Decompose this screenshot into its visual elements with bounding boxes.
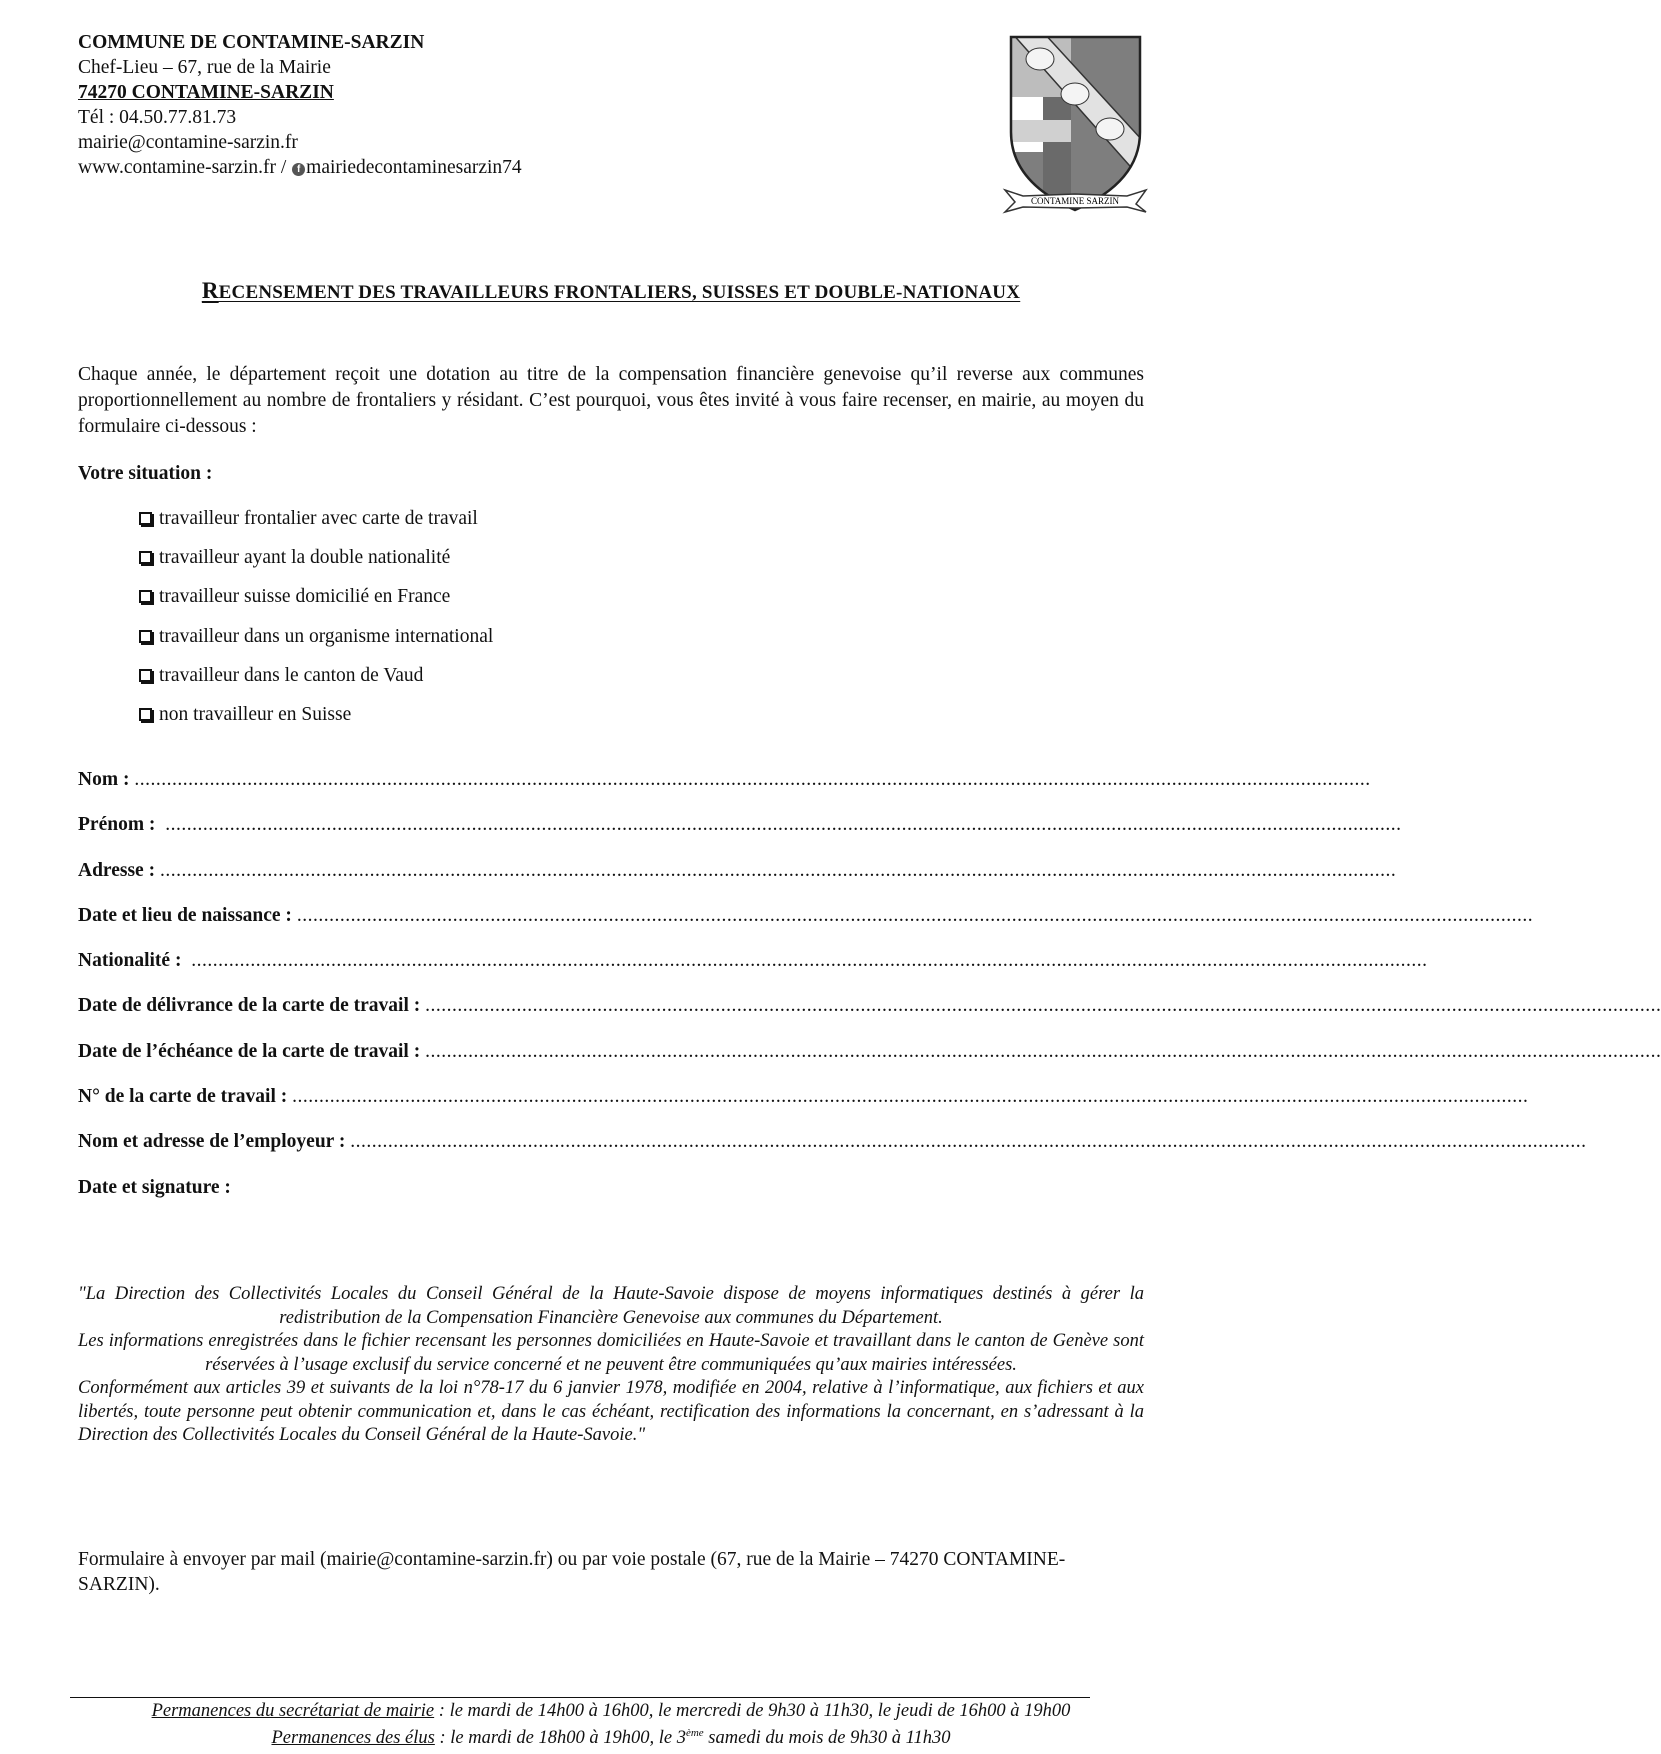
field-numero: N° de la carte de travail : ...................................................................................................................................................................................................................................... xyxy=(78,1086,1529,1108)
field-naissance: Date et lieu de naissance : ...................................................................................................................................................................................................................................... xyxy=(78,904,1534,926)
field-nationalite: Nationalité : ...................................................................................................................................................................................................................................... xyxy=(78,950,1428,972)
situation-options xyxy=(137,508,493,743)
footer-line-secretariat: Permanences du secrétariat de mairie : le mardi de 14h00 à 16h00, le mercredi de 9h30 à 11h30, le jeudi de 16h00 à 19h00 xyxy=(151,1701,1071,1721)
checkbox-icon[interactable] xyxy=(139,590,152,603)
situation-label: Votre situation : xyxy=(78,463,213,484)
legal-notice xyxy=(78,1283,1144,1448)
echeance-input[interactable]: ...................................................................................................................................................................................................................................... xyxy=(425,1040,1661,1062)
checkbox-icon[interactable] xyxy=(139,630,152,643)
commune-web xyxy=(78,155,522,180)
commune-postal: 74270 CONTAMINE-SARZIN xyxy=(78,82,334,103)
field-prenom: Prénom : ...................................................................................................................................................................................................................................... xyxy=(78,814,1402,836)
footer-line-elus: Permanences des élus : le mardi de 18h00 à 19h00, le 3ème samedi du mois de 9h30 à 11h30 xyxy=(271,1727,951,1749)
commune-name: COMMUNE DE CONTAMINE-SARZIN xyxy=(78,32,425,53)
employeur-input[interactable]: ...................................................................................................................................................................................................................................... xyxy=(350,1131,1587,1153)
coat-of-arms xyxy=(1003,32,1148,227)
situation-option[interactable]: non travailleur en Suisse xyxy=(137,704,493,743)
field-signature: Date et signature : xyxy=(78,1176,231,1198)
commune-phone: Tél : 04.50.77.81.73 xyxy=(78,107,237,128)
intro-paragraph: Chaque année, le département reçoit une dotation au titre de la compensation financière genevoise qu’il reverse aux communes proportionnellement au nombre de frontaliers y résidant. C’est pourquoi, vous êtes invité à vous faire recenser, en mairie, au moyen du formulaire ci-dessous : xyxy=(78,364,1144,437)
commune-email[interactable]: mairie@contamine-sarzin.fr xyxy=(78,132,298,153)
situation-option[interactable]: travailleur dans un organisme international xyxy=(137,626,493,665)
facebook-icon: f xyxy=(292,163,305,176)
send-instructions: Formulaire à envoyer par mail (mairie@contamine-sarzin.fr) ou par voie postale (67, rue de la Mairie – 74270 CONTAMINE-SARZIN). xyxy=(78,1549,1066,1595)
checkbox-icon[interactable] xyxy=(139,708,152,721)
field-adresse: Adresse : ...................................................................................................................................................................................................................................... xyxy=(78,859,1397,881)
footer-divider xyxy=(70,1697,1090,1698)
website-link[interactable]: www.contamine-sarzin.fr / xyxy=(78,157,292,178)
legal-paragraph-1: "La Direction des Collectivités Locales du Conseil Général de la Haute-Savoie dispose de moyens informatiques destinés à gérer la redistribution de la Compensation Financière Genevoise aux communes du Département. xyxy=(78,1284,1144,1328)
field-echeance: Date de l’échéance de la carte de travail : ...................................................................................................................................................................................................................................... xyxy=(78,1040,1661,1062)
legal-paragraph-3: Conformément aux articles 39 et suivants de la loi n°78-17 du 6 janvier 1978, modifiée en 2004, relative à l’informatique, aux fichiers et aux libertés, toute personne peut obtenir communication et, dans le cas échéant, rectification des informations la concernant, en s’adressant à la Direction des Collectivités Locales du Conseil Général de la Haute-Savoie." xyxy=(78,1378,1144,1445)
field-employeur: Nom et adresse de l’employeur : ...................................................................................................................................................................................................................................... xyxy=(78,1131,1587,1153)
commune-address: Chef-Lieu – 67, rue de la Mairie xyxy=(78,57,331,78)
legal-paragraph-2: Les informations enregistrées dans le fichier recensant les personnes domiciliées en Haute-Savoie et travaillant dans le canton de Genève sont réservées à l’usage exclusif du service concerné et ne peuvent être communiquées qu’aux mairies intéressées. xyxy=(78,1331,1144,1375)
situation-option[interactable]: travailleur dans le canton de Vaud xyxy=(137,665,493,704)
nationalite-input[interactable]: ...................................................................................................................................................................................................................................... xyxy=(191,950,1428,972)
situation-option[interactable]: travailleur suisse domicilié en France xyxy=(137,586,493,625)
adresse-input[interactable]: ...................................................................................................................................................................................................................................... xyxy=(159,859,1397,881)
checkbox-icon[interactable] xyxy=(139,512,152,525)
situation-option[interactable]: travailleur ayant la double nationalité xyxy=(137,547,493,586)
checkbox-icon[interactable] xyxy=(139,669,152,682)
facebook-handle[interactable]: mairiedecontaminesarzin74 xyxy=(306,157,522,178)
prenom-input[interactable]: ...................................................................................................................................................................................................................................... xyxy=(165,814,1402,836)
numero-input[interactable]: ...................................................................................................................................................................................................................................... xyxy=(292,1086,1529,1108)
letterhead xyxy=(78,30,522,180)
field-nom: Nom : ...................................................................................................................................................................................................................................... xyxy=(78,769,1371,790)
field-delivrance: Date de délivrance de la carte de travail : ...................................................................................................................................................................................................................................... xyxy=(78,995,1661,1017)
nom-input[interactable]: ...................................................................................................................................................................................................................................... xyxy=(134,769,1371,790)
footer xyxy=(78,1700,1144,1749)
crest-banner-text: CONTAMINE SARZIN xyxy=(1030,196,1120,206)
checkbox-icon[interactable] xyxy=(139,551,152,564)
form-fields xyxy=(78,769,1661,1222)
page-title: RECENSEMENT DES TRAVAILLEURS FRONTALIERS, SUISSES ET DOUBLE-NATIONAUX xyxy=(201,278,1021,303)
naissance-input[interactable]: ...................................................................................................................................................................................................................................... xyxy=(296,904,1534,926)
situation-option[interactable]: travailleur frontalier avec carte de travail xyxy=(137,508,493,547)
delivrance-input[interactable]: ...................................................................................................................................................................................................................................... xyxy=(425,995,1661,1017)
